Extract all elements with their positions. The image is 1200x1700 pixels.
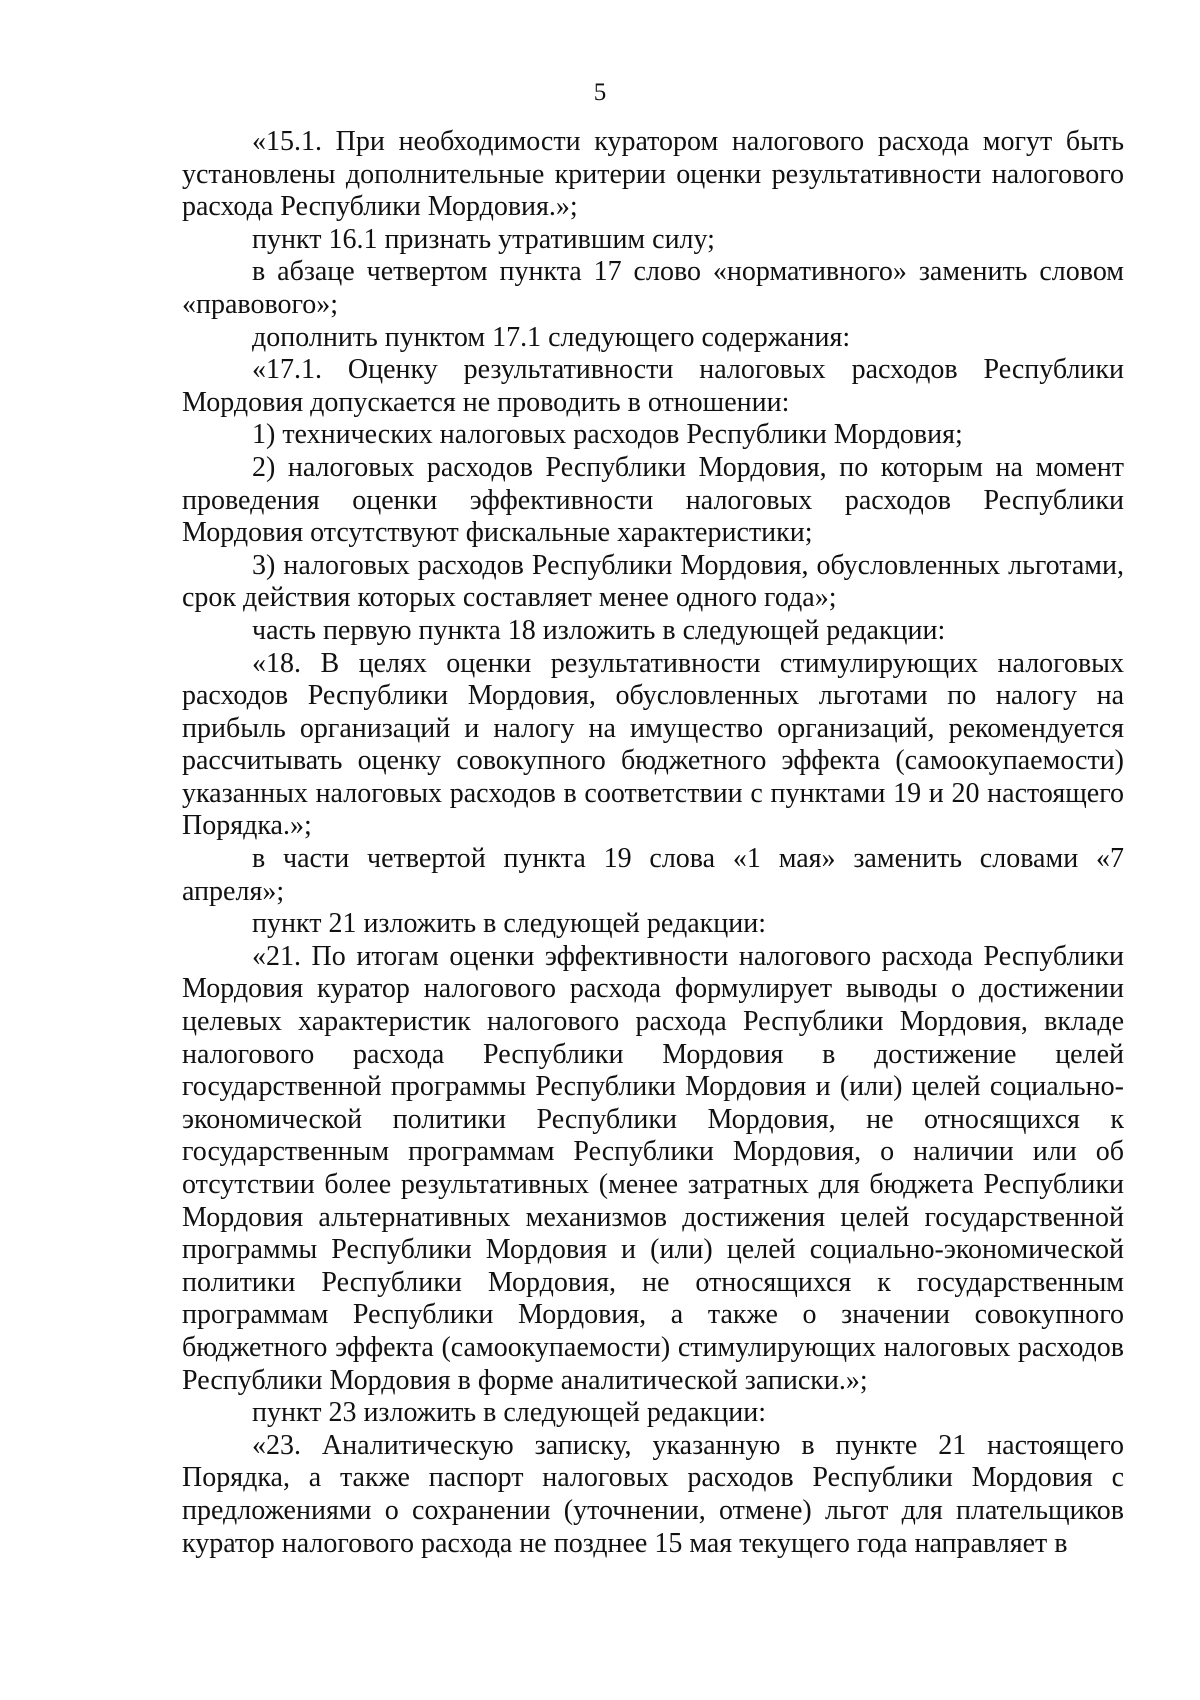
paragraph: в абзаце четвертом пункта 17 слово «нормативного» заменить словом «правового»; xyxy=(182,256,1124,320)
paragraph: «17.1. Оценку результативности налоговых расходов Республики Мордовия допускается не проводить в отношении: xyxy=(182,354,1124,418)
paragraph: «18. В целях оценки результативности стимулирующих налоговых расходов Республики Мордовия, обусловленных льготами по налогу на прибыль организаций и налогу на имущество организаций, рекомендуется рассчитывать оценку совокупного бюджетного эффекта (самоокупаемости) указанных налоговых расходов в соответствии с пунктами 19 и 20 настоящего Порядка.»; xyxy=(182,647,1124,842)
paragraph: пункт 21 изложить в следующей редакции: xyxy=(252,908,766,940)
paragraph: «15.1. При необходимости куратором налогового расхода могут быть установлены дополнительные критерии оценки результативности налогового расхода Республики Мордовия.»; xyxy=(182,126,1124,223)
page-number: 5 xyxy=(593,79,607,106)
paragraph: 1) технических налоговых расходов Республики Мордовия; xyxy=(252,419,963,451)
paragraph: пункт 23 изложить в следующей редакции: xyxy=(252,1397,766,1429)
paragraph: часть первую пункта 18 изложить в следующей редакции: xyxy=(252,614,946,646)
paragraph: 2) налоговых расходов Республики Мордовия, по которым на момент проведения оценки эффективности налоговых расходов Республики Мордовия отсутствуют фискальные характеристики; xyxy=(182,451,1124,549)
paragraph: «23. Аналитическую записку, указанную в пункте 21 настоящего Порядка, а также паспорт налоговых расходов Республики Мордовия с предложениями о сохранении (уточнении, отмене) льгот для плательщиков куратор налогового расхода не позднее 15 мая текущего года направляет в xyxy=(182,1429,1124,1559)
document-body xyxy=(182,126,1124,1560)
paragraph: пункт 16.1 признать утратившим силу; xyxy=(252,223,715,255)
paragraph: «21. По итогам оценки эффективности налогового расхода Республики Мордовия куратор налогового расхода формулирует выводы о достижении целевых характеристик налогового расхода Республики Мордовия, вкладе налогового расхода Республики Мордовия в достижение целей государственной программы Республики Мордовия и (или) целей социально-экономической политики Республики Мордовия, не относящихся к государственным программам Республики Мордовия, о наличии или об отсутствии более результативных (менее затратных для бюджета Республики Мордовия альтернативных механизмов достижения целей государственной программы Республики Мордовия и (или) целей социально-экономической политики Республики Мордовия, не относящихся к государственным программам Республики Мордовия, а также о значении совокупного бюджетного эффекта (самоокупаемости) стимулирующих налоговых расходов Республики Мордовия в форме аналитической записки.»; xyxy=(182,940,1124,1396)
paragraph: в части четвертой пункта 19 слова «1 мая» заменить словами «7 апреля»; xyxy=(182,843,1124,907)
paragraph: 3) налоговых расходов Республики Мордовия, обусловленных льготами, срок действия которых составляет менее одного года»; xyxy=(182,549,1124,614)
paragraph: дополнить пунктом 17.1 следующего содержания: xyxy=(252,321,851,353)
